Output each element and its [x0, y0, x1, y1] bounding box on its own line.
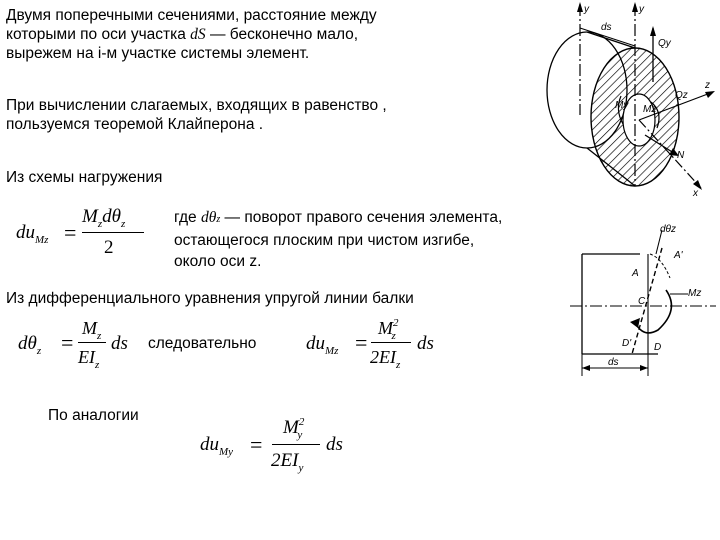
f3-equals: =	[355, 330, 368, 355]
ds-symbol: dS	[190, 26, 206, 43]
label-d-prime: D'	[622, 338, 632, 349]
clapeyron-line-1: При вычислении слагаемых, входящих в равенство ,	[6, 97, 387, 114]
label-c: C	[638, 296, 646, 307]
f1-numerator: $M_zd\theta_z$	[82, 206, 126, 230]
rotation-line-2: остающегося плоским при чистом изгибе,	[174, 232, 475, 249]
label-mz-2: Mz	[688, 288, 702, 299]
f4-ds: ds	[326, 434, 343, 455]
label-x: x	[693, 188, 698, 199]
dtheta-symbol: dθ	[200, 209, 217, 226]
intro-line-2-a: которыми по оси участка	[6, 26, 191, 43]
f3-lhs: $du_{Mz}$	[306, 333, 339, 357]
rotation-line-3: около оси z.	[174, 253, 262, 270]
f2-ds: ds	[111, 333, 128, 354]
dtheta-sub: z	[216, 214, 221, 225]
right-section-rotated	[632, 248, 662, 354]
label-qz: Qz	[675, 90, 688, 101]
label-a: A	[632, 268, 639, 279]
f4-equals: =	[250, 432, 263, 457]
label-dtheta: dθz	[660, 224, 676, 235]
load-scheme-text: Из схемы нагружения	[6, 169, 163, 186]
therefore-text: следовательно	[148, 335, 257, 352]
rotation-line-1-b: — поворот правого сечения элемента,	[220, 209, 503, 226]
label-n: N	[677, 150, 685, 161]
f1-fraction-bar	[82, 232, 144, 233]
label-y1: y	[584, 4, 589, 15]
diff-eq-text: Из дифференциального уравнения упругой линии балки	[6, 290, 414, 307]
f4-numerator: $M^2_y$	[283, 416, 305, 441]
label-z: z	[705, 80, 710, 91]
f4-fraction-bar	[272, 444, 320, 445]
label-ds-2: ds	[608, 357, 619, 368]
f2-lhs: $d\theta_z$	[18, 333, 42, 357]
f3-ds: ds	[417, 333, 434, 354]
f2-equals: =	[61, 330, 74, 355]
ds-dim-arrow-left	[582, 365, 590, 371]
label-qy: Qy	[658, 38, 671, 49]
rotation-line-1	[174, 208, 502, 229]
y-axis-right-arrow	[632, 2, 638, 12]
ds-dim-arrow-right	[640, 365, 648, 371]
label-my: My	[615, 100, 629, 111]
f2-denominator: $EI_z$	[78, 347, 100, 371]
f1-equals: =	[64, 220, 77, 245]
intro-line-2-b: — бесконечно мало,	[205, 26, 359, 43]
analogy-text: По аналогии	[48, 407, 139, 424]
label-mz: Mz	[643, 104, 657, 115]
clapeyron-line-2: пользуемся теоремой Клайперона .	[6, 116, 264, 133]
element-rotation-figure	[570, 218, 720, 383]
label-ds: ds	[601, 22, 612, 33]
intro-line-1: Двумя поперечными сечениями, расстояние между	[6, 7, 377, 24]
intro-line-3: вырежем на i-м участке системы элемент.	[6, 45, 310, 62]
f3-numerator: $M^2_z$	[378, 317, 399, 342]
f3-fraction-bar	[371, 342, 411, 343]
rotation-line-1-a: где	[174, 209, 201, 226]
intro-line-2	[6, 25, 358, 44]
beam-element-figure	[535, 0, 720, 200]
cylinder-top-edge	[587, 32, 635, 48]
f2-fraction-bar	[78, 342, 106, 343]
label-y2: y	[639, 4, 644, 15]
label-a-prime: A'	[674, 250, 683, 261]
f2-numerator: $M_z$	[82, 318, 102, 342]
f1-lhs: $du_{Mz}$	[16, 222, 49, 246]
f4-denominator: $2EI_y$	[271, 450, 304, 474]
label-d: D	[654, 342, 662, 353]
f1-denominator: 2	[104, 237, 114, 258]
z-axis-arrow	[705, 91, 715, 98]
f3-denominator: $2EI_z$	[370, 347, 401, 371]
qy-arrowhead	[650, 26, 656, 36]
y-axis-left-arrow	[577, 2, 583, 12]
f4-lhs: $du_{My}$	[200, 434, 234, 458]
